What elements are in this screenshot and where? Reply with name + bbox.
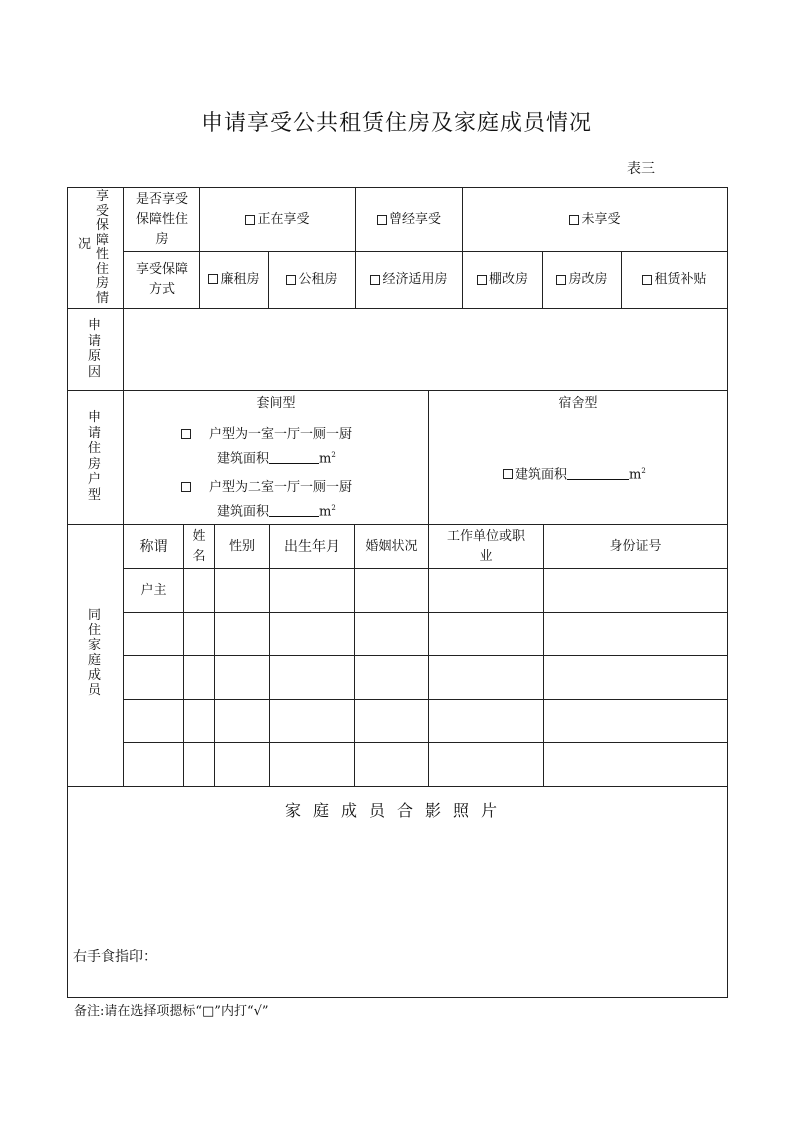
enjoy-security-label: 是否享受保障性住房 <box>135 191 188 247</box>
gender-cell[interactable] <box>215 656 269 699</box>
area-label: 建筑面积 <box>217 504 270 520</box>
option-affordable-housing[interactable]: 经济适用房 <box>356 252 462 308</box>
id-number-cell[interactable] <box>544 700 727 742</box>
checkbox-icon[interactable] <box>503 469 513 479</box>
name-cell[interactable] <box>184 613 214 655</box>
security-side-label: 享 受 保 障 性 住 房 情 <box>96 189 110 306</box>
relationship-cell[interactable]: 户主 <box>140 582 167 598</box>
employer-cell[interactable] <box>429 656 543 699</box>
checkbox-icon[interactable] <box>556 275 566 285</box>
option-previously-enjoyed[interactable]: 曾经享受 <box>356 188 462 251</box>
employer-cell[interactable] <box>429 613 543 655</box>
checkbox-icon[interactable] <box>477 275 487 285</box>
dorm-option[interactable]: 建筑面积 $m^2$ <box>503 461 646 485</box>
reason-side-label: 申 请 原 因 <box>88 318 102 380</box>
header-employer-occupation: 工作单位或职业 <box>446 528 525 564</box>
right-index-fingerprint-label: 右手食指印： <box>73 949 157 965</box>
marital-status-cell[interactable] <box>355 700 428 742</box>
checkbox-icon[interactable] <box>370 275 380 285</box>
marital-status-cell[interactable] <box>355 743 428 786</box>
birth-date-cell[interactable] <box>270 743 354 786</box>
checkbox-icon[interactable] <box>286 275 296 285</box>
family-photo-area[interactable] <box>68 826 727 936</box>
employer-cell[interactable] <box>429 569 543 612</box>
housing-type-side-label: 申 请 住 房 户 型 <box>88 410 102 503</box>
birth-date-cell[interactable] <box>270 656 354 699</box>
header-gender: 性别 <box>228 538 255 554</box>
security-side-label-left: 况 <box>78 237 92 252</box>
family-side-label: 同 住 家 庭 成 员 <box>88 608 102 698</box>
area-input[interactable] <box>269 451 319 464</box>
checkbox-icon[interactable] <box>181 429 191 439</box>
option-not-enjoying[interactable]: 未享受 <box>463 188 727 251</box>
checkbox-icon[interactable] <box>245 215 255 225</box>
birth-date-cell[interactable] <box>270 613 354 655</box>
id-number-cell[interactable] <box>544 656 727 699</box>
form-title: 申请享受公共租赁住房及家庭成员情况 <box>200 111 592 136</box>
option-low-rent-housing[interactable]: 廉租房 <box>204 252 264 308</box>
marital-status-cell[interactable] <box>355 569 428 612</box>
gender-cell[interactable] <box>215 700 269 742</box>
gender-cell[interactable] <box>215 613 269 655</box>
checkbox-icon[interactable] <box>181 482 191 492</box>
checkbox-icon[interactable] <box>642 275 652 285</box>
id-number-cell[interactable] <box>544 743 727 786</box>
option-reform-housing[interactable]: 房改房 <box>543 252 621 308</box>
header-relationship: 称谓 <box>139 538 168 555</box>
option-public-rental-housing[interactable]: 公租房 <box>269 252 355 308</box>
employer-cell[interactable] <box>429 700 543 742</box>
relationship-cell[interactable] <box>124 700 183 742</box>
relationship-cell[interactable] <box>124 743 183 786</box>
gender-cell[interactable] <box>215 569 269 612</box>
checkbox-icon[interactable] <box>569 215 579 225</box>
family-photo-heading: 家庭成员合影照片 <box>284 801 509 820</box>
security-method-label: 享受保障方式 <box>135 262 188 297</box>
header-marital-status: 婚姻状况 <box>365 538 418 554</box>
id-number-cell[interactable] <box>544 613 727 655</box>
area-input[interactable] <box>269 504 319 517</box>
birth-date-cell[interactable] <box>270 569 354 612</box>
relationship-cell[interactable] <box>124 613 183 655</box>
suite-option-two-room[interactable]: 户型为二室一厅一厕一厨 建筑面积 $m^2$ <box>181 477 352 522</box>
employer-cell[interactable] <box>429 743 543 786</box>
marital-status-cell[interactable] <box>355 613 428 655</box>
reason-input[interactable] <box>124 309 727 390</box>
header-birth-date: 出生年月 <box>284 538 340 555</box>
name-cell[interactable] <box>184 743 214 786</box>
suite-option-one-room[interactable]: 户型为一室一厅一厕一厨 建筑面积 $m^2$ <box>181 424 352 469</box>
checkbox-icon[interactable] <box>377 215 387 225</box>
gender-cell[interactable] <box>215 743 269 786</box>
area-input[interactable] <box>567 467 629 480</box>
header-id-number: 身份证号 <box>609 538 662 554</box>
name-cell[interactable] <box>184 700 214 742</box>
remark-note: 备注:请在选择项摁标“□”内打“√” <box>74 1004 269 1019</box>
checkbox-icon[interactable] <box>208 274 218 284</box>
birth-date-cell[interactable] <box>270 700 354 742</box>
marital-status-cell[interactable] <box>355 656 428 699</box>
option-currently-enjoying[interactable]: 正在享受 <box>200 188 355 251</box>
name-cell[interactable] <box>184 656 214 699</box>
header-name: 姓名 <box>192 528 206 564</box>
name-cell[interactable] <box>184 569 214 612</box>
area-label: 建筑面积 <box>217 451 270 467</box>
dorm-type-heading: 宿舍型 <box>558 396 598 411</box>
relationship-cell[interactable] <box>124 656 183 699</box>
option-rent-subsidy[interactable]: 租赁补贴 <box>622 252 727 308</box>
option-shantytown-housing[interactable]: 棚改房 <box>463 252 542 308</box>
suite-type-heading: 套间型 <box>256 396 296 411</box>
table-number-label: 表三 <box>627 161 655 177</box>
id-number-cell[interactable] <box>544 569 727 612</box>
